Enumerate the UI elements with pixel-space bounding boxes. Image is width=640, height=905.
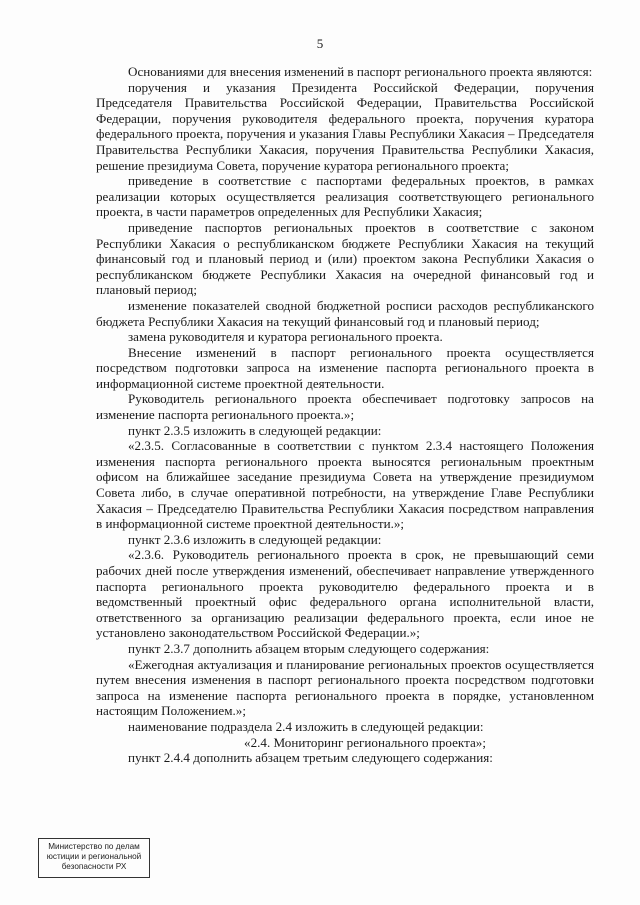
paragraph-grounds: Основаниями для внесения изменений в паспорт регионального проекта являются: — [128, 64, 593, 79]
stamp-line-1: Министерство по делам — [48, 842, 140, 851]
subsection-title-2-4: «2.4. Мониторинг регионального проекта»; — [244, 734, 486, 750]
paragraph-annual-update: «Ежегодная актуализация и планирование региональных проектов осуществляется путем внесения изменения в паспорт регионального проекта посредством подготовки запроса на изменение паспорта регионального проекта в порядке, установленном настоящим Положением.»; — [96, 656, 594, 719]
document-body — [96, 64, 594, 766]
paragraph-request-preparation: Руководитель регионального проекта обеспечивает подготовку запросов на изменение паспорта регионального проекта.»; — [96, 391, 594, 423]
paragraph-request-procedure: Внесение изменений в паспорт регионального проекта осуществляется посредством подготовки запроса на изменение паспорта регионального проекта в информационной системе проектной деятельности. — [96, 344, 594, 391]
paragraph-budget-changes: изменение показателей сводной бюджетной росписи расходов республиканского бюджета Республики Хакасия на текущий финансовый год и плановый период; — [96, 297, 594, 329]
paragraph-clause-2-3-6-intro: пункт 2.3.6 изложить в следующей редакции: — [128, 531, 382, 547]
registration-stamp — [38, 838, 150, 878]
paragraph-replacement: замена руководителя и куратора регионального проекта. — [128, 329, 443, 345]
paragraph-federal-alignment: приведение в соответствие с паспортами федеральных проектов, в рамках реализации которых осуществляется реализация соответствующего регионального проекта, в части параметров определенных для Республики Хакасия; — [96, 173, 594, 220]
stamp-line-2: юстиции и региональной — [46, 852, 142, 861]
paragraph-budget-alignment: приведение паспортов региональных проектов в соответствие с законом Республики Хакасия о республиканском бюджете Республики Хакасия на текущий финансовый год и плановый период и (или) проектом закона Республики Хакасия о республиканском бюджете Республики Хакасия на очередной финансовый год и плановый период; — [96, 219, 594, 298]
stamp-line-3: безопасности РХ — [61, 862, 127, 871]
paragraph-clause-2-3-6: «2.3.6. Руководитель регионального проекта в срок, не превышающий семи рабочих дней после утверждения изменений, обеспечивает направление утвержденного паспорта регионального проекта руководителю федерального проекта и в ведомственный проектный офис федерального органа исполнительной власти, ответственного за организацию реализации федерального проекта, если иное не установлено законодательством Российской Федерации.»; — [96, 547, 594, 641]
paragraph-clause-2-4-4-intro: пункт 2.4.4 дополнить абзацем третьим следующего содержания: — [128, 750, 493, 766]
paragraph-clause-2-3-7-intro: пункт 2.3.7 дополнить абзацем вторым следующего содержания: — [128, 640, 490, 656]
page-number: 5 — [316, 36, 324, 51]
paragraph-instructions: поручения и указания Президента Российской Федерации, поручения Председателя Правительства Российской Федерации, Правительства Российской Федерации, поручения руководителя федерального проекта, поручения куратора федерального проекта, поручения и указания Главы Республики Хакасия – Председателя Правительства Республики Хакасия, поручения Правительства Республики Хакасия, решение президиума Совета, поручение куратора регионального проекта; — [96, 79, 594, 173]
paragraph-subsection-2-4-intro: наименование подраздела 2.4 изложить в следующей редакции: — [128, 718, 484, 734]
paragraph-clause-2-3-5: «2.3.5. Согласованные в соответствии с пунктом 2.3.4 настоящего Положения изменения паспорта регионального проекта выносятся региональным проектным офисом на ближайшее заседание президиума Совета на утверждение президиумом Совета либо, в случае оперативной потребности, на утверждение Главе Республики Хакасия – Председателю Правительства Республики Хакасия посредством направления в информационной системе проектной деятельности.»; — [96, 438, 594, 532]
paragraph-clause-2-3-5-intro: пункт 2.3.5 изложить в следующей редакции: — [128, 422, 382, 438]
